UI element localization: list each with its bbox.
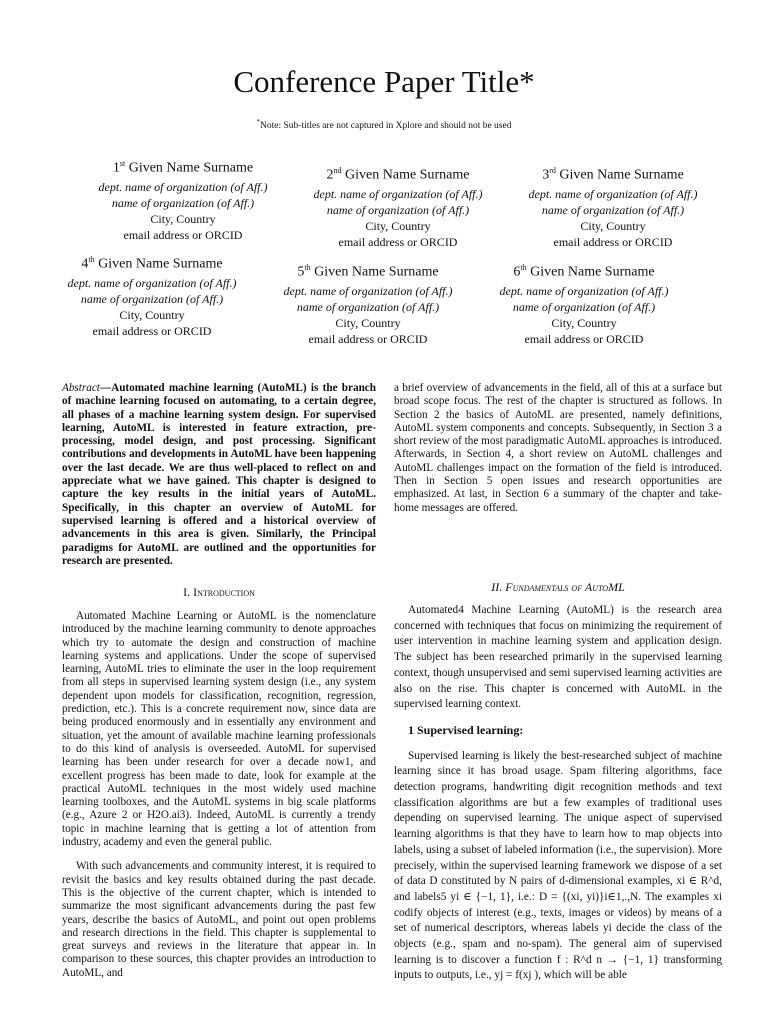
author-org: name of organization (of Aff.) — [541, 202, 685, 217]
subsection-heading: 1 Supervised learning: — [408, 722, 524, 737]
author-org: name of organization (of Aff.) — [111, 195, 255, 210]
fundamentals-body — [394, 603, 722, 984]
author-city: City, Country — [551, 315, 617, 330]
abstract — [62, 382, 376, 568]
author-name: 2nd Given Name Surname — [326, 166, 470, 183]
author-dept: dept. name of organization (of Aff.) — [528, 186, 698, 201]
paper-title: Conference Paper Title* — [233, 64, 535, 99]
author-org: name of organization (of Aff.) — [80, 291, 224, 306]
author-block-3 — [503, 162, 723, 250]
author-contact: email address or ORCID — [92, 323, 212, 338]
author-name: 3rd Given Name Surname — [542, 166, 684, 183]
author-contact: email address or ORCID — [524, 331, 644, 346]
author-city: City, Country — [119, 307, 185, 322]
author-city: City, Country — [150, 211, 216, 226]
paragraph: Automated Machine Learning or AutoML is the nomenclature introduced by the machine learning community to denote approaches which try to automate the design and construction of machine learning systems and applications. Under the scope of supervised learning, AutoML tries to eliminate the user in the loop requirement from all steps in supervised learning system design (i.e., any system dependent upon models for classification, recognition, regression, prediction, etc.). This is a concrete requirement now, since data are being produced enormously and in essentially any environment and situation, yet the amount of available machine learning professionals to do this kind of analysis is overseeded. AutoML for supervised learning has been under research for over a decade now1, and excellent progress has been made to date, look for example at the practical AutoML techniques in the most widely used machine learning toolboxes, and the AutoML systems in big scale platforms (e.g., Azure 2 or H2O.ai3). Indeed, AutoML is currently a trendy topic in machine learning that is getting a lot of attention from industry, academy and even the general public. — [62, 610, 376, 849]
subtitle-mark: * — [256, 118, 261, 126]
author-dept: dept. name of organization (of Aff.) — [283, 283, 453, 298]
author-block-6 — [474, 259, 694, 347]
author-contact: email address or ORCID — [553, 234, 673, 249]
paragraph: Automated4 Machine Learning (AutoML) is the research area concerned with techniques that focus on minimizing the requirement of user intervention in machine learning system and application design. The subject has been researched primarily in the supervised learning context, though unsupervised and semi supervised learning activities are also on the rise. This chapter is concerned with AutoML in the supervised learning context. — [394, 604, 722, 711]
introduction-body — [62, 610, 376, 980]
author-name: 4th Given Name Surname — [81, 255, 223, 272]
author-org: name of organization (of Aff.) — [512, 299, 656, 314]
author-name: 1st Given Name Surname — [112, 159, 254, 176]
author-block-1 — [73, 155, 293, 243]
intro-continuation: a brief overview of advancements in the field, all of this at a surface but broad scope focus. The rest of the chapter is structured as follows. In Section 2 the basics of AutoML are presented, namely definitions, AutoML system components and concepts. Subsequently, in Section 3 a short review of the most paradigmatic AutoML approaches is introduced. Afterwards, in Section 4, a short review on AutoML challenges and AutoML challenges impact on the formation of the field is introduced. Then in Section 5 open issues and research opportunities are emphasized. At last, in Section 6 a summary of the chapter and take-home messages are offered. — [394, 382, 722, 514]
abstract-text: —Automated machine learning (AutoML) is the branch of machine learning focused on automating, to a certain degree, all phases of a machine learning system design. For supervised learning, AutoML is interested in feature extraction, pre-processing, model design, and post processing. Significant contributions and developments in AutoML have been happening over the last decade. We are thus well-placed to reflect on and appreciate what we have gained. This chapter is designed to capture the key results in the initial years of AutoML. Specifically, in this chapter an overview of AutoML for supervised learning is offered and a historical overview of advancements in this area is given. Similarly, the Principal paradigms for AutoML are outlined and the opportunities for research are presented. — [62, 382, 376, 567]
author-dept: dept. name of organization (of Aff.) — [313, 186, 483, 201]
author-name: 6th Given Name Surname — [513, 263, 655, 280]
author-dept: dept. name of organization (of Aff.) — [499, 283, 669, 298]
author-org: name of organization (of Aff.) — [296, 299, 440, 314]
paragraph: With such advancements and community interest, it is required to revisit the basics and key results obtained during the past decade. This is the objective of the current chapter, which is intended to summarize the most significant advancements during the past few years, describe the basics of AutoML, and point out open problems and research directions in the field. This chapter is supplemental to great surveys and reviews in the literature that appear in. In comparison to these sources, this chapter provides an introduction to AutoML, and — [62, 860, 376, 979]
author-contact: email address or ORCID — [123, 227, 243, 242]
author-name: 5th Given Name Surname — [297, 263, 439, 280]
author-dept: dept. name of organization (of Aff.) — [67, 275, 237, 290]
author-city: City, Country — [580, 218, 646, 233]
author-contact: email address or ORCID — [308, 331, 428, 346]
subtitle-note-text: Note: Sub-titles are not captured in Xplore and should not be used — [260, 121, 512, 132]
author-city: City, Country — [335, 315, 401, 330]
author-contact: email address or ORCID — [338, 234, 458, 249]
author-org: name of organization (of Aff.) — [326, 202, 470, 217]
paragraph: Supervised learning is likely the best-researched subject of machine learning since it has broad usage. Spam filtering algorithms, face detection programs, handwriting digit recognition methods and text classification algorithms are but a few examples of traditional uses depending on supervised learning. The unique aspect of supervised learning algorithms is that they have to learn how to map objects into labels, using a subset of labeled information (i.e., the supervision). More precisely, within the supervised learning framework we dispose of a set of data D constituted by N pairs of d-dimensional examples, xi ∈ R^d, and labels5 yi ∈ {−1, 1}, i.e.: D = {(xi, yi)}i∈1,.,N. The examples xi codify objects of interest (e.g., texts, images or videos) by means of a set of numerical descriptors, whereas labels yi decide the class of the objects (e.g., spam and no-spam). The general aim of supervised learning is to discover a function f : R^d n → {−1, 1} transforming inputs to outputs, i.e., yj = f(xj ), which will be able — [394, 749, 722, 982]
author-dept: dept. name of organization (of Aff.) — [98, 179, 268, 194]
abstract-lead: Abstract — [62, 382, 100, 394]
author-city: City, Country — [365, 218, 431, 233]
section-heading-introduction: I. Introduction — [183, 585, 255, 599]
author-block-2 — [288, 162, 508, 250]
subtitle-note — [0, 118, 768, 131]
author-block-5 — [258, 259, 478, 347]
author-block-4 — [42, 251, 262, 339]
section-heading-fundamentals: II. Fundamentals of AutoML — [491, 580, 625, 594]
